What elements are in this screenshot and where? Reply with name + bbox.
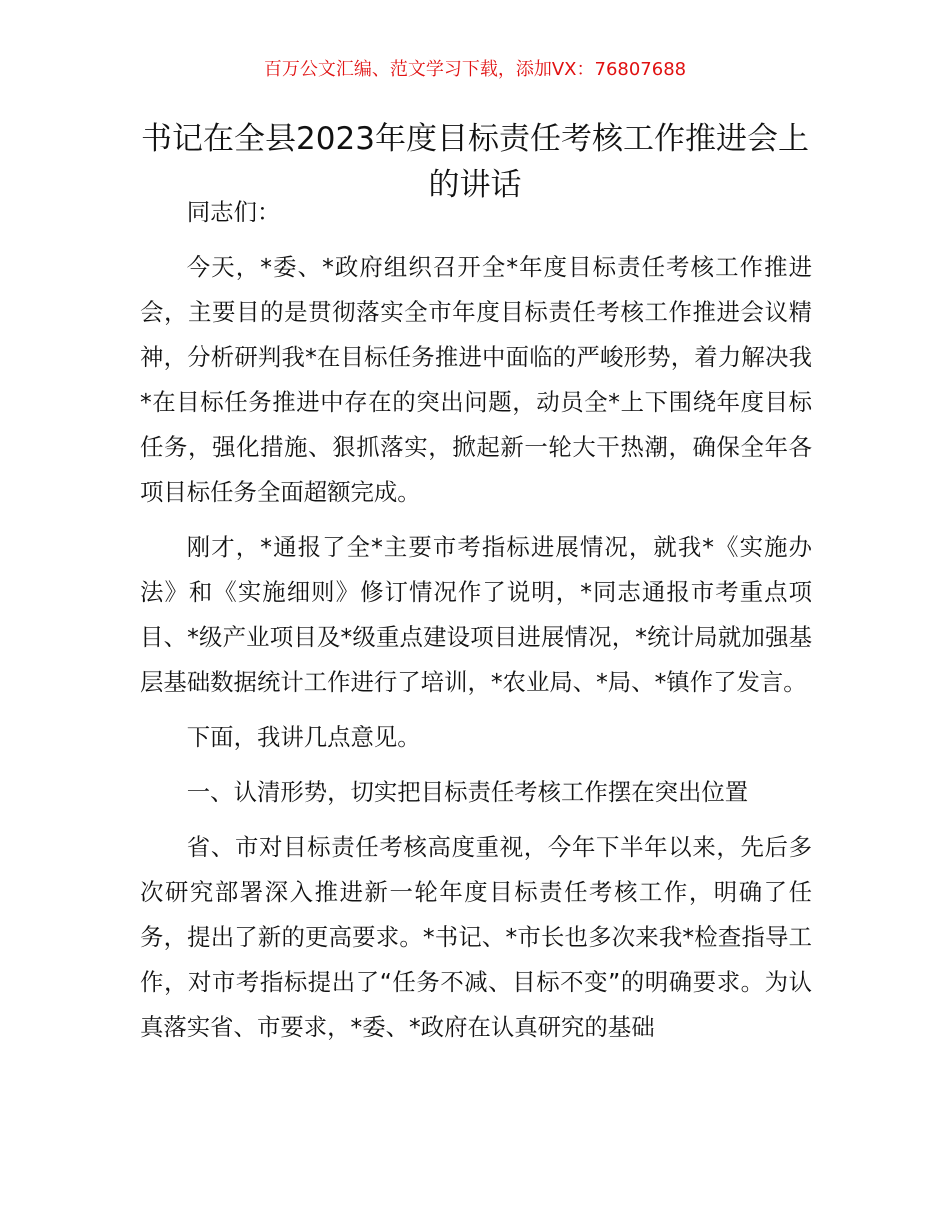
body-paragraph: 刚才，*通报了全*主要市考指标进展情况，就我*《实施办法》和《实施细则》修订情况作了说明，*同志通报市考重点项目、*级产业项目及*级重点建设项目进展情况，*统计局就加强基层基础数据统计工作进行了培训，*农业局、*局、*镇作了发言。 [140,533,812,696]
body-paragraph: 今天，*委、*政府组织召开全*年度目标责任考核工作推进会，主要目的是贯彻落实全市年度目标责任考核工作推进会议精神，分析研判我*在目标任务推进中面临的严峻形势，着力解决我*在目标任务推进中存在的突出问题，动员全*上下围绕年度目标任务，强化措施、狠抓落实，掀起新一轮大干热潮，确保全年各项目标任务全面超额完成。 [140,253,812,506]
document-title: 书记在全县2023年度目标责任考核工作推进会上的讲话 [141,121,809,203]
document-body [140,190,812,1060]
body-paragraph: 省、市对目标责任考核高度重视，今年下半年以来，先后多次研究部署深入推进新一轮年度目标责任考核工作，明确了任务，提出了新的更高要求。*书记、*市长也多次来我*检查指导工作，对市考指标提出了“任务不减、目标不变”的明确要求。为认真落实省、市要求，*委、*政府在认真研究的基础 [140,833,812,1041]
section-heading: 一、认清形势，切实把目标责任考核工作摆在突出位置 [186,778,749,806]
watermark-header-note: 百万公文汇编、范文学习下载，添加VX：76807688 [263,59,687,80]
body-paragraph: 下面，我讲几点意见。 [186,723,421,751]
salutation-paragraph: 同志们： [186,198,281,226]
